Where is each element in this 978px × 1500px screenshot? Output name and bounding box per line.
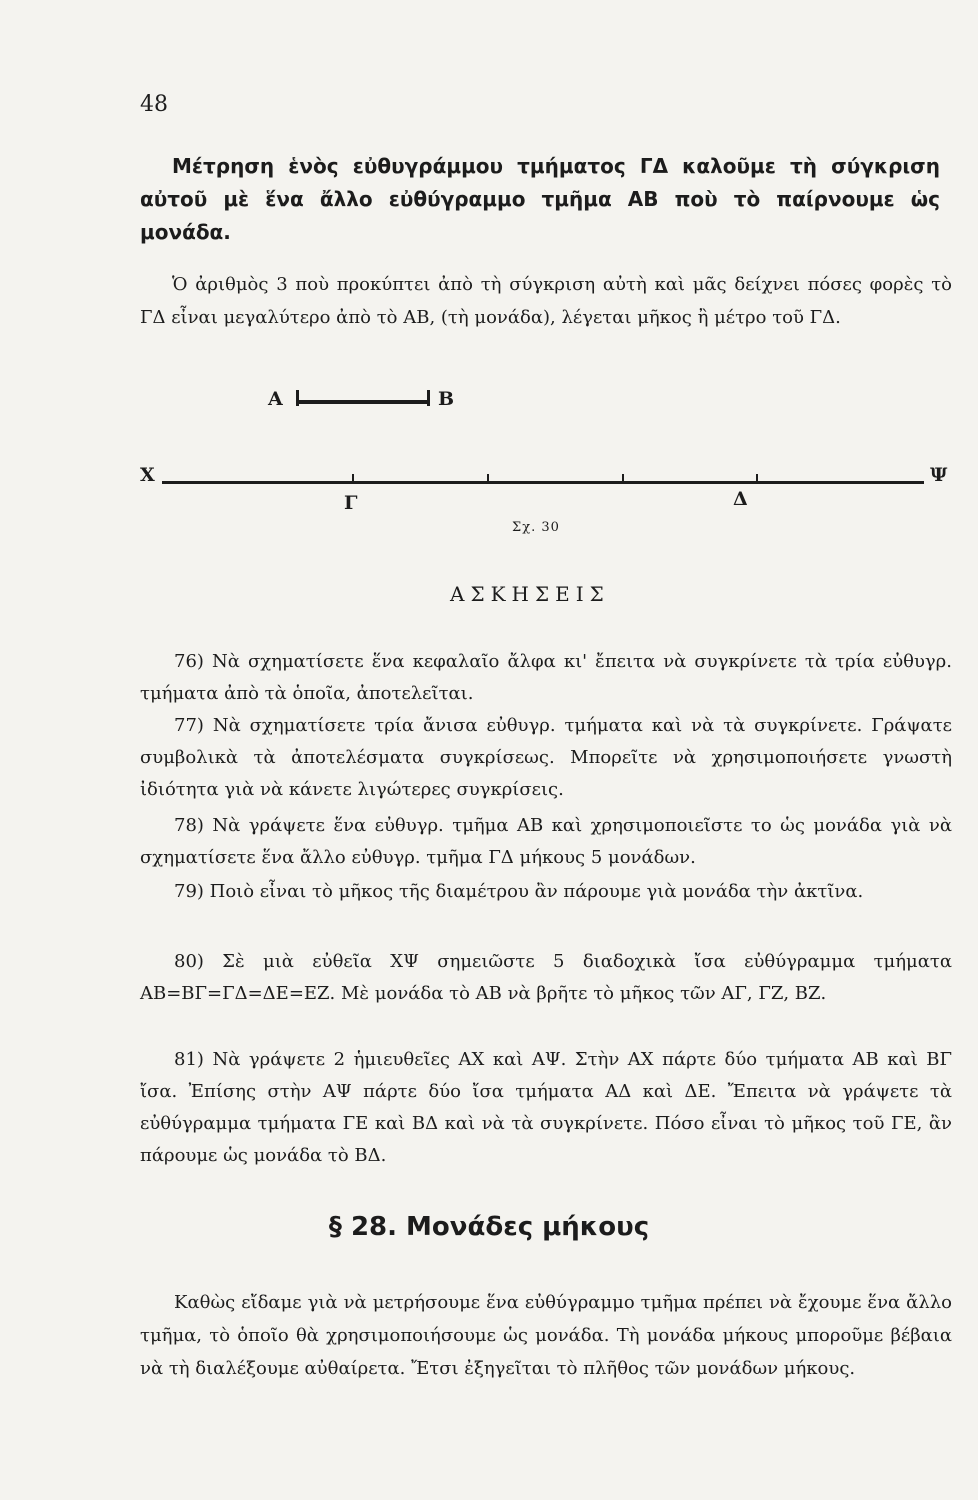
label-d: Δ	[733, 488, 748, 510]
exercises-title: ΑΣΚΗΣΕΙΣ	[450, 582, 610, 606]
exercise-80: 80) Σὲ μιὰ εὐθεῖα ΧΨ σημειῶστε 5 διαδοχικὰ ἴσα εὐθύγραμμα τμήματα ΑΒ=ΒΓ=ΓΔ=ΔΕ=ΕΖ. Μὲ μονάδα τὸ ΑΒ νὰ βρῆτε τὸ μῆκος τῶν ΑΓ, ΓΖ, ΒΖ.	[140, 951, 952, 1004]
paragraph-length-units: Καθὼς εἴδαμε γιὰ νὰ μετρήσουμε ἕνα εὐθύγραμμο τμῆμα πρέπει νὰ ἔχουμε ἕνα ἄλλο τμῆμα, τὸ ὁποῖο θὰ χρησιμοποιήσουμε ὡς μονάδα. Τὴ μονάδα μήκους μποροῦμε βέβαια νὰ τὴ διαλέξουμε αὐθαίρετα. Ἔτσι ἐξηγεῖται τὸ πλῆθος τῶν μονάδων μήκους.	[140, 1292, 952, 1379]
tick-2	[622, 474, 624, 484]
label-a: Α	[268, 388, 283, 410]
tick-g	[352, 474, 354, 484]
segment-ab	[296, 398, 430, 406]
paragraph-length-explanation: Ὁ ἀριθμὸς 3 ποὺ προκύπτει ἀπὸ τὴ σύγκριση αὐτὴ καὶ μᾶς δείχνει πόσες φορὲς τὸ ΓΔ εἶναι μεγαλύτερο ἀπὸ τὸ ΑΒ, (τὴ μονάδα), λέγεται μῆκος ἢ μέτρο τοῦ ΓΔ.	[140, 274, 952, 328]
page-number: 48	[140, 92, 168, 117]
label-psi: Ψ	[930, 464, 948, 486]
exercise-79: 79) Ποιὸ εἶναι τὸ μῆκος τῆς διαμέτρου ἂν πάρουμε γιὰ μονάδα τὴν ἀκτῖνα.	[174, 881, 864, 902]
figure-caption: Σχ. 30	[512, 520, 560, 535]
exercise-78: 78) Νὰ γράψετε ἕνα εὐθυγρ. τμῆμα ΑΒ καὶ χρησιμοποιεῖστε το ὡς μονάδα γιὰ νὰ σχηματίσετε ἕνα ἄλλο εὐθυγρ. τμῆμα ΓΔ μήκους 5 μονάδων.	[140, 815, 952, 868]
definition-text: Μέτρηση ἑνὸς εὐθυγράμμου τμήματος ΓΔ καλοῦμε τὴ σύγκριση αὐτοῦ μὲ ἕνα ἄλλο εὐθύγραμμο τμῆμα ΑΒ ποὺ τὸ παίρνουμε ὡς μονάδα.	[140, 154, 940, 244]
tick-d	[756, 474, 758, 484]
tick-1	[487, 474, 489, 484]
exercise-81: 81) Νὰ γράψετε 2 ἡμιευθεῖες ΑΧ καὶ ΑΨ. Στὴν ΑΧ πάρτε δύο τμήματα ΑΒ καὶ ΒΓ ἴσα. Ἐπίσης στὴν ΑΨ πάρτε δύο ἴσα τμήματα ΑΔ καὶ ΔΕ. Ἔπειτα νὰ γράψετε τὰ εὐθύγραμμα τμήματα ΓΕ καὶ ΒΔ καὶ νὰ τὰ συγκρίνετε. Πόσο εἶναι τὸ μῆκος τοῦ ΓΕ, ἂν πάρουμε ὡς μονάδα τὸ ΒΔ.	[140, 1049, 952, 1166]
line-xy	[162, 481, 924, 484]
label-g: Γ	[344, 492, 358, 514]
exercise-77: 77) Νὰ σχηματίσετε τρία ἄνισα εὐθυγρ. τμήματα καὶ νὰ τὰ συγκρίνετε. Γράψατε συμβολικὰ τὰ ἀποτελέσματα συγκρίσεως. Μπορεῖτε νὰ χρησιμοποιήσετε γνωστὴ ἰδιότητα γιὰ νὰ κάνετε λιγώτερες συγκρίσεις.	[140, 715, 952, 800]
label-b: Β	[438, 388, 455, 410]
label-x: Χ	[140, 464, 155, 486]
section-title: § 28. Μονάδες μήκους	[328, 1212, 650, 1242]
exercise-76: 76) Νὰ σχηματίσετε ἕνα κεφαλαῖο ἄλφα κι' ἔπειτα νὰ συγκρίνετε τὰ τρία εὐθυγρ. τμήματα ἀπὸ τὰ ὁποῖα, ἀποτελεῖται.	[140, 651, 952, 704]
